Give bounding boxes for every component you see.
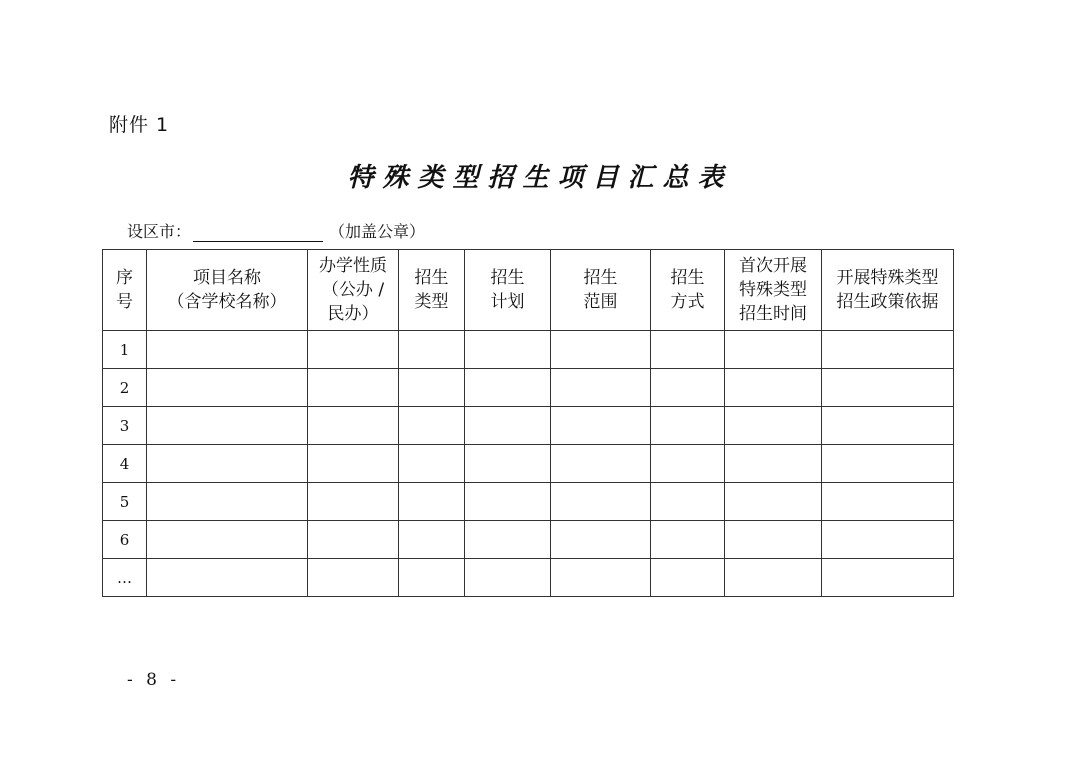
empty-cell — [651, 407, 725, 445]
page-number: - 8 - — [127, 670, 181, 690]
empty-cell — [308, 407, 399, 445]
column-header-line: 特殊类型 — [739, 280, 807, 300]
empty-cell — [399, 483, 465, 521]
column-header-line: 民办） — [327, 304, 379, 324]
attachment-label: 附件 1 — [109, 114, 170, 136]
empty-cell — [147, 369, 308, 407]
empty-cell — [551, 445, 651, 483]
row-number-cell: 3 — [103, 407, 147, 445]
column-header-line: 招生 — [490, 268, 525, 288]
empty-cell — [308, 369, 399, 407]
empty-cell — [399, 369, 465, 407]
empty-cell — [399, 445, 465, 483]
empty-cell — [147, 483, 308, 521]
column-header-line: 首次开展 — [739, 256, 807, 276]
empty-cell — [465, 331, 551, 369]
row-number-cell: 5 — [103, 483, 147, 521]
column-header-line: 类型 — [414, 292, 449, 312]
empty-cell — [725, 331, 822, 369]
empty-cell — [465, 407, 551, 445]
column-header-line: 方式 — [670, 292, 705, 312]
empty-cell — [465, 559, 551, 597]
empty-cell — [551, 483, 651, 521]
empty-cell — [725, 483, 822, 521]
empty-cell — [308, 483, 399, 521]
empty-cell — [551, 559, 651, 597]
empty-cell — [651, 369, 725, 407]
empty-cell — [651, 331, 725, 369]
row-number-cell: 1 — [103, 331, 147, 369]
empty-cell — [551, 331, 651, 369]
column-header-2 — [147, 250, 308, 331]
empty-cell — [465, 445, 551, 483]
column-header-6 — [551, 250, 651, 331]
table-header-row — [103, 250, 954, 331]
empty-cell — [822, 445, 954, 483]
empty-cell — [147, 407, 308, 445]
column-header-line: 招生 — [670, 268, 705, 288]
empty-cell — [651, 445, 725, 483]
table-row — [103, 521, 954, 559]
table-row — [103, 331, 954, 369]
column-header-line: 序 — [116, 268, 133, 288]
column-header-9 — [822, 250, 954, 331]
empty-cell — [651, 521, 725, 559]
empty-cell — [651, 559, 725, 597]
empty-cell — [725, 445, 822, 483]
row-number-cell: 4 — [103, 445, 147, 483]
empty-cell — [308, 559, 399, 597]
empty-cell — [399, 407, 465, 445]
row-number-cell: 6 — [103, 521, 147, 559]
empty-cell — [147, 445, 308, 483]
city-label: 设区市： — [127, 222, 192, 241]
table-body — [103, 331, 954, 597]
empty-cell — [651, 483, 725, 521]
empty-cell — [147, 331, 308, 369]
column-header-line: 项目名称 — [193, 268, 261, 288]
column-header-line: 招生政策依据 — [836, 292, 939, 312]
empty-cell — [551, 407, 651, 445]
column-header-7 — [651, 250, 725, 331]
table-row — [103, 445, 954, 483]
empty-cell — [147, 559, 308, 597]
empty-cell — [822, 369, 954, 407]
column-header-line: 计划 — [490, 292, 525, 312]
table-row — [103, 483, 954, 521]
empty-cell — [308, 445, 399, 483]
empty-cell — [822, 521, 954, 559]
column-header-line: 范围 — [583, 292, 618, 312]
seal-note: （加盖公章） — [329, 222, 426, 241]
table-row — [103, 559, 954, 597]
empty-cell — [399, 559, 465, 597]
column-header-line: 开展特殊类型 — [836, 268, 939, 288]
column-header-line: （含学校名称） — [167, 292, 287, 312]
column-header-line: （公办 / — [321, 280, 385, 300]
column-header-line: 招生 — [583, 268, 618, 288]
empty-cell — [147, 521, 308, 559]
empty-cell — [465, 521, 551, 559]
column-header-line: 号 — [116, 292, 133, 312]
empty-cell — [465, 369, 551, 407]
table-row — [103, 407, 954, 445]
empty-cell — [551, 369, 651, 407]
empty-cell — [551, 521, 651, 559]
column-header-5 — [465, 250, 551, 331]
summary-table — [102, 249, 954, 597]
empty-cell — [399, 331, 465, 369]
empty-cell — [822, 331, 954, 369]
table-row — [103, 369, 954, 407]
column-header-line: 办学性质 — [319, 256, 387, 276]
column-header-8 — [725, 250, 822, 331]
empty-cell — [725, 559, 822, 597]
city-line — [127, 219, 425, 242]
empty-cell — [822, 483, 954, 521]
row-number-cell: … — [103, 559, 147, 597]
empty-cell — [399, 521, 465, 559]
column-header-3 — [308, 250, 399, 331]
document-title: 特殊类型招生项目汇总表 — [347, 163, 733, 193]
empty-cell — [822, 559, 954, 597]
row-number-cell: 2 — [103, 369, 147, 407]
empty-cell — [725, 521, 822, 559]
column-header-4 — [399, 250, 465, 331]
column-header-line: 招生 — [414, 268, 449, 288]
empty-cell — [308, 521, 399, 559]
empty-cell — [725, 407, 822, 445]
empty-cell — [822, 407, 954, 445]
column-header-1 — [103, 250, 147, 331]
empty-cell — [308, 331, 399, 369]
empty-cell — [465, 483, 551, 521]
city-blank-field — [193, 223, 323, 242]
empty-cell — [725, 369, 822, 407]
column-header-line: 招生时间 — [739, 304, 807, 324]
